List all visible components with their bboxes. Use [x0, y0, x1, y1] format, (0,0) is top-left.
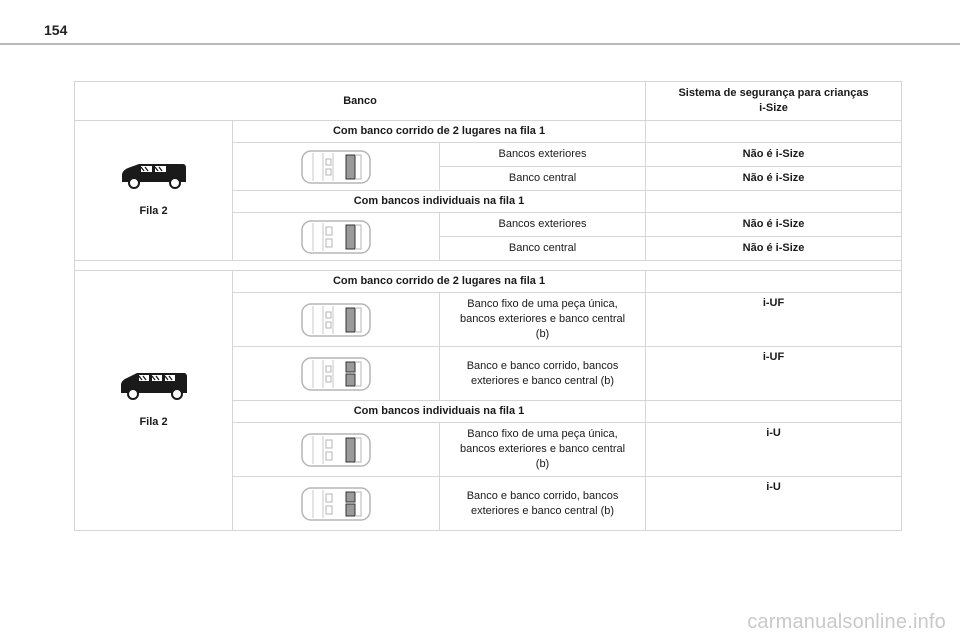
- van-short-icon: [119, 162, 189, 190]
- row-label: Fila 2: [139, 205, 168, 217]
- isize-value: i-UF: [646, 347, 902, 401]
- header-rule: [0, 43, 960, 45]
- van-long-icon: [119, 371, 189, 401]
- seat-diagram-cell: [233, 477, 440, 531]
- seat-diagram-cell: [233, 213, 440, 261]
- seat-position: Bancos exteriores: [440, 213, 646, 237]
- isize-value: i-U: [646, 423, 902, 477]
- section-title: Com banco corrido de 2 lugares na fila 1: [233, 121, 646, 143]
- seat-layout-bench-icon: [301, 302, 371, 338]
- header-system-line1: Sistema de segurança para crianças: [678, 87, 869, 99]
- header-system: [646, 82, 902, 121]
- seat-position: Bancos exteriores: [440, 143, 646, 167]
- seat-position: Banco fixo de uma peça única, bancos exteriores e banco central (b): [440, 293, 646, 347]
- seat-layout-individual-icon: [301, 432, 371, 468]
- seat-layout-bench-icon: [301, 149, 371, 185]
- seat-diagram-cell: [233, 143, 440, 191]
- page-number: 154: [44, 22, 68, 38]
- isize-value: Não é i-Size: [646, 213, 902, 237]
- vehicle-cell: [75, 271, 233, 531]
- header-seat: Banco: [75, 82, 646, 121]
- seat-layout-individual-icon: [301, 219, 371, 255]
- row-label: Fila 2: [139, 416, 168, 428]
- seat-diagram-cell: [233, 347, 440, 401]
- seat-position: Banco fixo de uma peça única, bancos exteriores e banco central (b): [440, 423, 646, 477]
- header-system-line2: i-Size: [759, 102, 788, 114]
- seat-diagram-cell: [233, 293, 440, 347]
- isize-value: i-U: [646, 477, 902, 531]
- isize-value: i-UF: [646, 293, 902, 347]
- seat-position: Banco e banco corrido, bancos exteriores e banco central (b): [440, 477, 646, 531]
- isize-value: Não é i-Size: [646, 237, 902, 261]
- isize-value: Não é i-Size: [646, 143, 902, 167]
- child-seat-table: [74, 81, 902, 531]
- seat-layout-individual-icon: [301, 486, 371, 522]
- seat-position: Banco central: [440, 167, 646, 191]
- section-title: Com bancos individuais na fila 1: [233, 401, 646, 423]
- section-title: Com bancos individuais na fila 1: [233, 191, 646, 213]
- section-title: Com banco corrido de 2 lugares na fila 1: [233, 271, 646, 293]
- seat-diagram-cell: [233, 423, 440, 477]
- vehicle-cell: [75, 121, 233, 261]
- watermark: carmanualsonline.info: [747, 611, 946, 633]
- seat-position: Banco e banco corrido, bancos exteriores e banco central (b): [440, 347, 646, 401]
- isize-value: Não é i-Size: [646, 167, 902, 191]
- seat-position: Banco central: [440, 237, 646, 261]
- seat-layout-bench-icon: [301, 356, 371, 392]
